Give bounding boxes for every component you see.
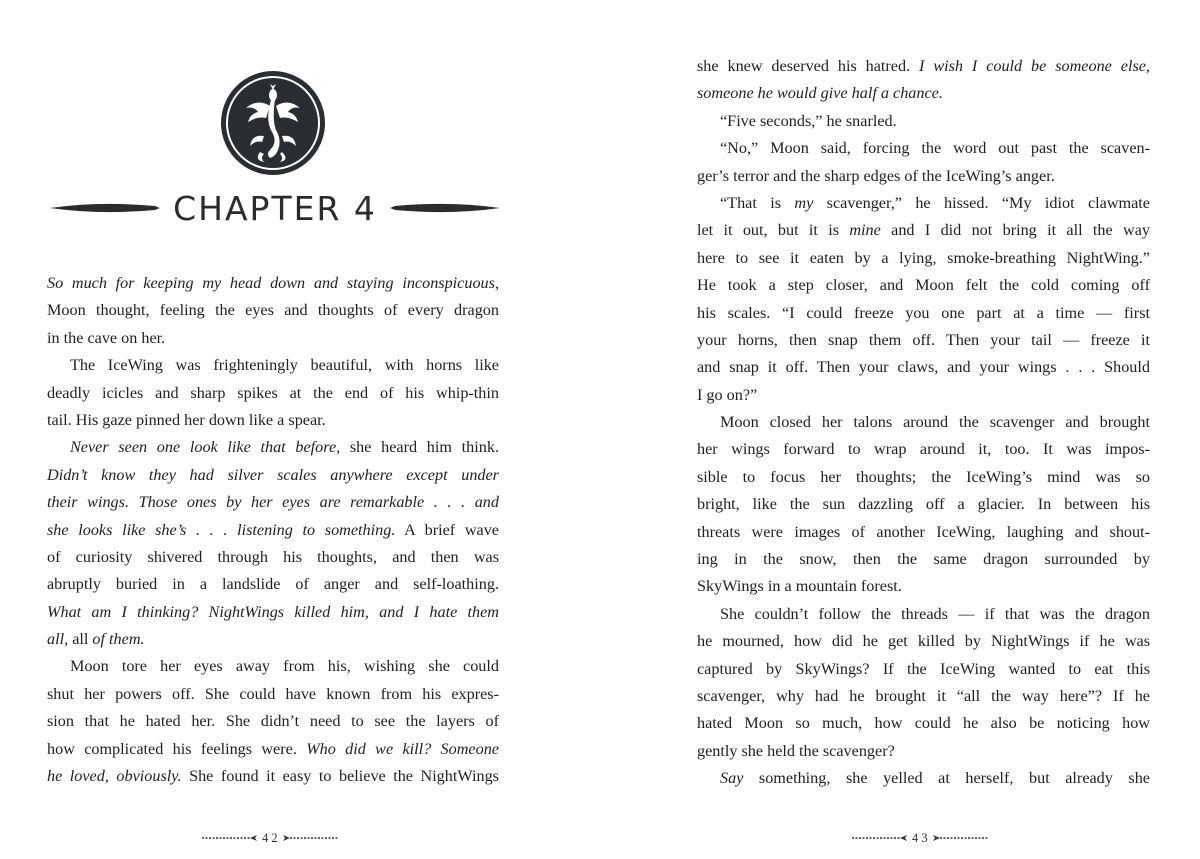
text-line [47, 380, 499, 407]
right-page-text [697, 53, 1150, 793]
body-text: something, [743, 769, 846, 788]
text-line [697, 436, 1150, 463]
body-text: Moon tore her eyes away from his, wishing she could [70, 657, 499, 676]
italic-text: she looks like she’s . . . listening to something. [47, 520, 396, 539]
text-line [47, 681, 499, 708]
body-text: here to see it eaten by a lying, smoke-breathing NightWing.” [697, 248, 1150, 267]
dragon-emblem-icon [220, 70, 326, 176]
body-text: tail. His gaze pinned her down like a spear. [47, 410, 326, 429]
text-line [47, 297, 499, 324]
italic-text: So much for keeping my head down and staying inconspicuous, [47, 274, 499, 292]
text-line [697, 327, 1150, 354]
footer-flourish-right-icon [932, 833, 990, 843]
body-text: threats were images of another IceWing, laughing and shout- [697, 522, 1150, 541]
text-line [697, 656, 1150, 683]
body-text: scavenger, why had he brought it “all the way here”? If he [697, 686, 1150, 705]
body-text: all [72, 630, 89, 649]
text-line [697, 190, 1150, 217]
text-line [697, 382, 1150, 409]
text-line [47, 434, 499, 461]
body-text: she heard him think. [340, 438, 499, 457]
text-line [47, 571, 499, 598]
text-line [697, 354, 1150, 381]
text-line [47, 517, 499, 544]
body-text: captured by SkyWings? If the IceWing wanted to eat this [697, 659, 1150, 678]
text-line [47, 708, 499, 735]
italic-text: I wish I could be someone else, [919, 57, 1150, 75]
text-line [697, 300, 1150, 327]
body-text: deadly icicles and sharp spikes at the end of his whip-thin [47, 383, 499, 402]
text-line [697, 491, 1150, 518]
body-text: he mourned, how did he get killed by NightWings if he was [697, 632, 1150, 651]
text-line [47, 736, 499, 763]
italic-text: someone he would give half a chance. [697, 84, 943, 103]
italic-text: Who did we kill? Someone [306, 739, 499, 758]
text-line [47, 544, 499, 571]
body-text: “That is [720, 193, 795, 212]
text-line [697, 628, 1150, 655]
body-text: of curiosity shivered through his thoughts, and then was [47, 547, 499, 566]
text-line [697, 163, 1150, 190]
body-text: sion that he hated her. She didn’t need to see the layers of [47, 712, 499, 731]
italic-text: their wings. Those ones by her eyes are remarkable . . . and [47, 493, 499, 512]
left-page-footer [200, 830, 340, 846]
body-text: SkyWings in a mountain forest. [697, 577, 902, 596]
footer-flourish-left-icon [200, 833, 258, 843]
body-text: “No,” Moon said, forcing the word out past the scaven- [720, 139, 1150, 158]
text-line [697, 601, 1150, 628]
body-text: and snap it off. Then your claws, and your wings . . . Should [697, 358, 1150, 377]
italic-text: all, [47, 630, 73, 649]
chapter-heading [40, 183, 510, 233]
body-text: abruptly buried in a landslide of anger and self-loathing. [47, 575, 499, 594]
text-line [697, 245, 1150, 272]
body-text: how complicated his feelings were. [47, 739, 307, 758]
body-text: I go on?” [697, 385, 758, 404]
body-text: Moon thought, feeling the eyes and thoughts of every dragon [47, 301, 499, 320]
text-line [697, 217, 1150, 244]
body-text: hated Moon so much, how could he also be noticing how [697, 714, 1150, 733]
italic-text: he loved, obviously. [47, 767, 182, 786]
body-text: ing in the snow, then the same dragon surrounded by [697, 550, 1150, 569]
italic-text: Say [720, 769, 744, 788]
text-line [697, 272, 1150, 299]
italic-text: Didn’t know they had silver scales anywhere except under [47, 465, 499, 484]
text-line [697, 135, 1150, 162]
body-text: ger’s terror and the sharp edges of the IceWing’s anger. [697, 166, 1055, 185]
text-line [697, 80, 1150, 107]
text-line [697, 409, 1150, 436]
text-line [697, 710, 1150, 737]
chapter-title: CHAPTER 4 [173, 189, 377, 228]
text-line [47, 626, 499, 653]
body-text: He took a step closer, and Moon felt the cold coming off [697, 276, 1150, 295]
body-text: Moon closed her talons around the scavenger and brought [720, 413, 1150, 432]
body-text: She found it easy to believe the NightWings [181, 767, 499, 786]
italic-text: mine [849, 221, 881, 240]
text-line [47, 325, 499, 352]
body-text: scavenger,” he hissed. “My idiot clawmate [813, 193, 1150, 212]
body-text: gently she held the scavenger? [697, 741, 895, 760]
text-line [47, 407, 499, 434]
text-line [697, 53, 1150, 80]
text-line [697, 546, 1150, 573]
body-text: bright, like the sun dazzling off a glacier. In between his [697, 495, 1150, 514]
body-text: let it out, but it is [697, 221, 850, 240]
right-page-footer [850, 830, 990, 846]
text-line [47, 653, 499, 680]
right-page-number: 4 3 [912, 830, 928, 845]
text-line [697, 108, 1150, 135]
footer-flourish-left-icon [850, 833, 908, 843]
italic-text: my [794, 193, 814, 212]
text-line [47, 270, 499, 297]
text-line [697, 573, 1150, 600]
italic-text: of them. [88, 630, 145, 649]
body-text: she yelled at herself, but already she [845, 769, 1150, 788]
footer-flourish-right-icon [282, 833, 340, 843]
text-line [47, 599, 499, 626]
text-line [47, 763, 499, 790]
left-page-number: 4 2 [262, 830, 278, 845]
body-text: her wings forward to wrap around it, too. It was impos- [697, 440, 1150, 459]
body-text: She couldn’t follow the threads — if that was the dragon [720, 604, 1150, 623]
italic-text: Never seen one look like that before, [70, 438, 341, 457]
text-line [697, 464, 1150, 491]
text-line [47, 489, 499, 516]
text-line [697, 683, 1150, 710]
text-line [47, 352, 499, 379]
body-text: The IceWing was frighteningly beautiful, with horns like [70, 356, 499, 375]
body-text: sible to focus her thoughts; the IceWing’s mind was so [697, 467, 1150, 486]
body-text: A brief wave [395, 520, 499, 539]
body-text: your horns, then snap them off. Then your tail — freeze it [697, 330, 1150, 349]
text-line [697, 765, 1150, 792]
body-text: shut her powers off. She could have known from his expres- [47, 684, 499, 703]
italic-text: What am I thinking? NightWings killed him, and I hate them [47, 602, 499, 621]
left-page-text [47, 270, 499, 790]
body-text: in the cave on her. [47, 328, 166, 347]
text-line [697, 519, 1150, 546]
text-line [697, 738, 1150, 765]
text-line [47, 462, 499, 489]
body-text: and I did not bring it all the way [880, 221, 1150, 240]
body-text: his scales. “I could freeze you one part at a time — first [697, 303, 1150, 322]
body-text: she knew deserved his hatred. [697, 57, 920, 75]
body-text: “Five seconds,” he snarled. [720, 111, 897, 130]
